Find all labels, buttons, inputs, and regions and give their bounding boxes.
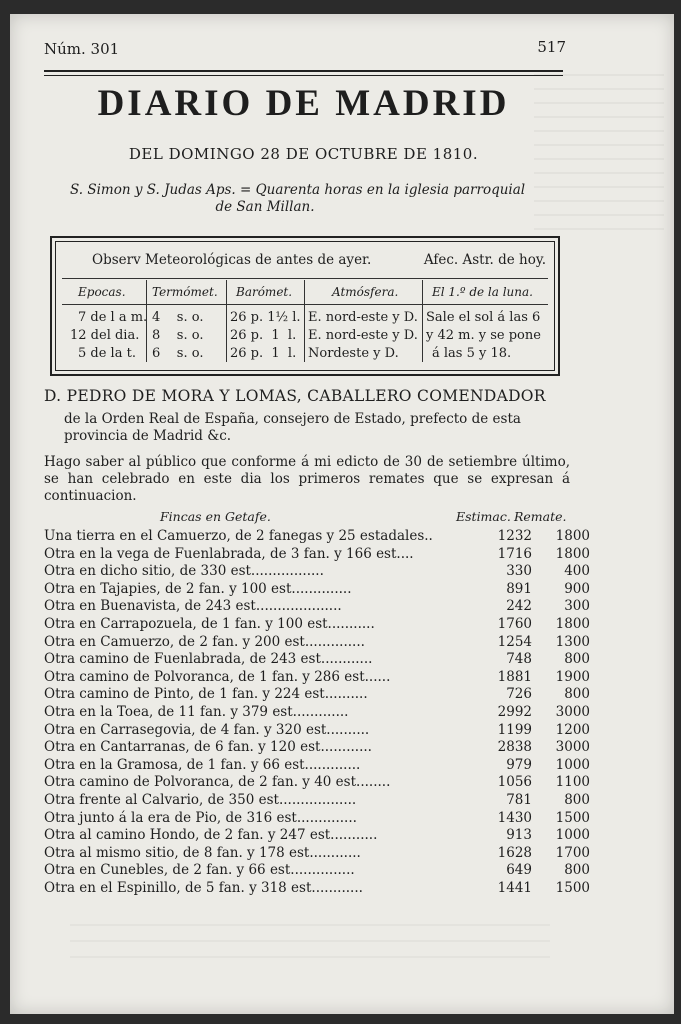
auction-value: 800 [564, 686, 590, 703]
header-rule [44, 70, 563, 72]
auction-value: 1000 [555, 827, 590, 844]
masthead-title: DIARIO DE MADRID [97, 83, 510, 124]
auction-value: 900 [564, 580, 590, 597]
property-description: Otra en Cunebles, de 2 fan. y 66 est............... [44, 862, 355, 879]
list-item [44, 756, 590, 775]
list-item [44, 651, 590, 669]
list-item [44, 809, 590, 828]
auction-value: 1800 [555, 545, 590, 562]
property-description: Otra en la Toea, de 11 fan. y 379 est............. [44, 704, 349, 720]
estimate-value: 2992 [497, 704, 532, 720]
estimate-value: 2838 [497, 739, 532, 756]
list-item [44, 844, 590, 863]
auction-value: 1500 [555, 880, 590, 896]
list-item [44, 827, 590, 845]
estimate-value: 781 [506, 792, 532, 808]
meteo-termo: 8 s. o. [152, 328, 204, 343]
auction-value: 1800 [555, 528, 590, 544]
meteo-luna-line: Sale el sol á las 6 [426, 310, 541, 325]
property-description: Otra en la vega de Fuenlabrada, de 3 fan. y 166 est.... [44, 545, 414, 562]
list-item [44, 528, 590, 546]
estimate-value: 1232 [497, 528, 532, 544]
meteo-atmos: Nordeste y D. [308, 346, 399, 361]
meteo-luna-line: á las 5 y 18. [432, 346, 512, 361]
estimate-value: 330 [506, 563, 532, 580]
show-through-text [70, 924, 550, 964]
auction-value: 800 [564, 792, 590, 808]
list-item [44, 668, 590, 687]
meteo-termo: 4 s. o. [152, 310, 204, 325]
property-description: Otra en Carrapozuela, de 1 fan. y 100 est........... [44, 616, 375, 632]
estimate-value: 1628 [497, 844, 532, 861]
saints-line-2: de San Millan. [215, 199, 315, 215]
col-luna: El 1.º de la luna. [432, 285, 533, 299]
list-item [44, 633, 590, 652]
property-description: Otra en Tajapies, de 2 fan. y 100 est.............. [44, 580, 352, 597]
list-item [44, 686, 590, 704]
property-description: Otra frente al Calvario, de 350 est.................. [44, 792, 357, 808]
saints-of-day [70, 182, 570, 216]
meteo-epoca: 12 del dia. [70, 328, 140, 343]
meteo-atmos: E. nord-este y D. [308, 310, 418, 325]
property-description: Otra camino de Fuenlabrada, de 243 est............ [44, 651, 373, 668]
auction-value: 800 [564, 651, 590, 668]
auction-value: 300 [564, 598, 590, 615]
decree-subheading [64, 411, 570, 445]
list-item [44, 792, 590, 810]
auction-value: 3000 [555, 739, 590, 756]
meteo-divider [62, 304, 548, 305]
property-description: Otra al camino Hondo, de 2 fan. y 247 est........... [44, 827, 378, 844]
col-termometro: Termómet. [152, 285, 218, 299]
list-item [44, 616, 590, 634]
estimate-value: 1760 [497, 616, 532, 632]
estimate-value: 1441 [497, 880, 532, 896]
auction-value: 1900 [555, 668, 590, 685]
decree-sub-line-1: de la Orden Real de España, consejero de Estado, prefecto de esta [64, 411, 521, 427]
meteo-title: Observ Meteorológicas de antes de ayer. [92, 252, 372, 268]
estimate-value: 1199 [497, 721, 532, 738]
issue-number: Núm. 301 [44, 40, 120, 58]
property-description: Otra camino de Polvoranca, de 1 fan. y 286 est...... [44, 668, 391, 685]
estimate-value: 1881 [497, 668, 532, 685]
decree-sub-line-2: provincia de Madrid &c. [64, 428, 232, 444]
col-atmosfera: Atmósfera. [332, 285, 399, 299]
list-item [44, 704, 590, 722]
estimate-value: 1254 [497, 633, 532, 650]
list-item [44, 580, 590, 599]
list-item [44, 598, 590, 616]
property-description: Otra camino de Polvoranca, de 2 fan. y 40 est........ [44, 774, 391, 791]
auction-value: 1700 [555, 844, 590, 861]
auction-value: 1000 [555, 756, 590, 773]
auction-value: 400 [564, 563, 590, 580]
estimate-header: Estimac. [456, 509, 511, 524]
meteo-divider [62, 278, 548, 279]
estimate-value: 1716 [497, 545, 532, 562]
col-barometro: Barómet. [236, 285, 293, 299]
list-item [44, 545, 590, 564]
meteo-epoca: 5 de la t. [78, 346, 136, 361]
estimate-value: 748 [506, 651, 532, 668]
list-item [44, 880, 590, 898]
estimate-value: 649 [506, 862, 532, 879]
col-epocas: Epocas. [78, 285, 126, 299]
meteo-baro: 26 p. 1 l. [230, 328, 297, 343]
estimate-value: 891 [506, 580, 532, 597]
meteorological-table-inner [55, 241, 555, 371]
property-description: Otra en Camuerzo, de 2 fan. y 200 est.............. [44, 633, 365, 650]
property-description: Otra al mismo sitio, de 8 fan. y 178 est............ [44, 844, 361, 861]
estimate-value: 979 [506, 756, 532, 773]
list-item [44, 721, 590, 740]
list-item [44, 862, 590, 880]
meteo-column-rule [304, 280, 305, 362]
property-description: Otra en la Gramosa, de 1 fan. y 66 est............. [44, 756, 361, 773]
property-description: Otra en Cantarranas, de 6 fan. y 120 est............ [44, 739, 372, 756]
list-item [44, 563, 590, 581]
meteo-column-rule [226, 280, 227, 362]
meteo-atmos: E. nord-este y D. [308, 328, 418, 343]
newspaper-page [10, 14, 674, 1014]
auction-value: 1500 [555, 809, 590, 826]
list-item [44, 739, 590, 757]
auction-value: 800 [564, 862, 590, 879]
meteo-baro: 26 p. 1½ l. [230, 310, 301, 325]
decree-body: Hago saber al público que conforme á mi edicto de 30 de setiembre último, se han celebrado en este dia los primeros remates que se expresan á continuacion. [44, 454, 570, 504]
meteo-column-rule [422, 280, 423, 362]
saints-line-1: S. Simon y S. Judas Aps. = Quarenta horas en la iglesia parroquial [70, 182, 526, 198]
property-description: Otra en el Espinillo, de 5 fan. y 318 est............ [44, 880, 363, 896]
property-description: Otra en dicho sitio, de 330 est................. [44, 563, 324, 580]
meteo-termo: 6 s. o. [152, 346, 204, 361]
auction-value: 1800 [555, 616, 590, 632]
meteo-luna-line: y 42 m. y se pone [426, 328, 541, 343]
estimate-value: 242 [506, 598, 532, 615]
auction-value: 1300 [555, 633, 590, 650]
auction-value: 1100 [555, 774, 590, 791]
estimate-value: 1430 [497, 809, 532, 826]
meteo-epoca: 7 de l a m. [78, 310, 148, 325]
estimate-value: 726 [506, 686, 532, 703]
header-rule-thin [44, 75, 563, 76]
estimate-value: 913 [506, 827, 532, 844]
auction-value: 3000 [555, 704, 590, 720]
meteo-baro: 26 p. 1 l. [230, 346, 297, 361]
auction-value: 1200 [555, 721, 590, 738]
page-number: 517 [537, 38, 566, 56]
meteorological-table [50, 236, 560, 376]
dateline: DEL DOMINGO 28 DE OCTUBRE DE 1810. [128, 145, 479, 163]
property-description: Otra camino de Pinto, de 1 fan. y 224 est.......... [44, 686, 368, 703]
property-description: Otra junto á la era de Pio, de 316 est.............. [44, 809, 357, 826]
astro-title: Afec. Astr. de hoy. [423, 252, 546, 268]
property-description: Otra en Carrasegovia, de 4 fan. y 320 est.......... [44, 721, 370, 738]
auction-header: Remate. [514, 509, 567, 524]
decree-heading: D. PEDRO DE MORA Y LOMAS, CABALLERO COMENDADOR [44, 387, 546, 405]
property-description: Otra en Buenavista, de 243 est.................... [44, 598, 342, 615]
property-description: Una tierra en el Camuerzo, de 2 fanegas y 25 estadales.. [44, 528, 433, 544]
estimate-value: 1056 [497, 774, 532, 791]
list-item [44, 774, 590, 792]
section-title: Fincas en Getafe. [160, 509, 271, 524]
